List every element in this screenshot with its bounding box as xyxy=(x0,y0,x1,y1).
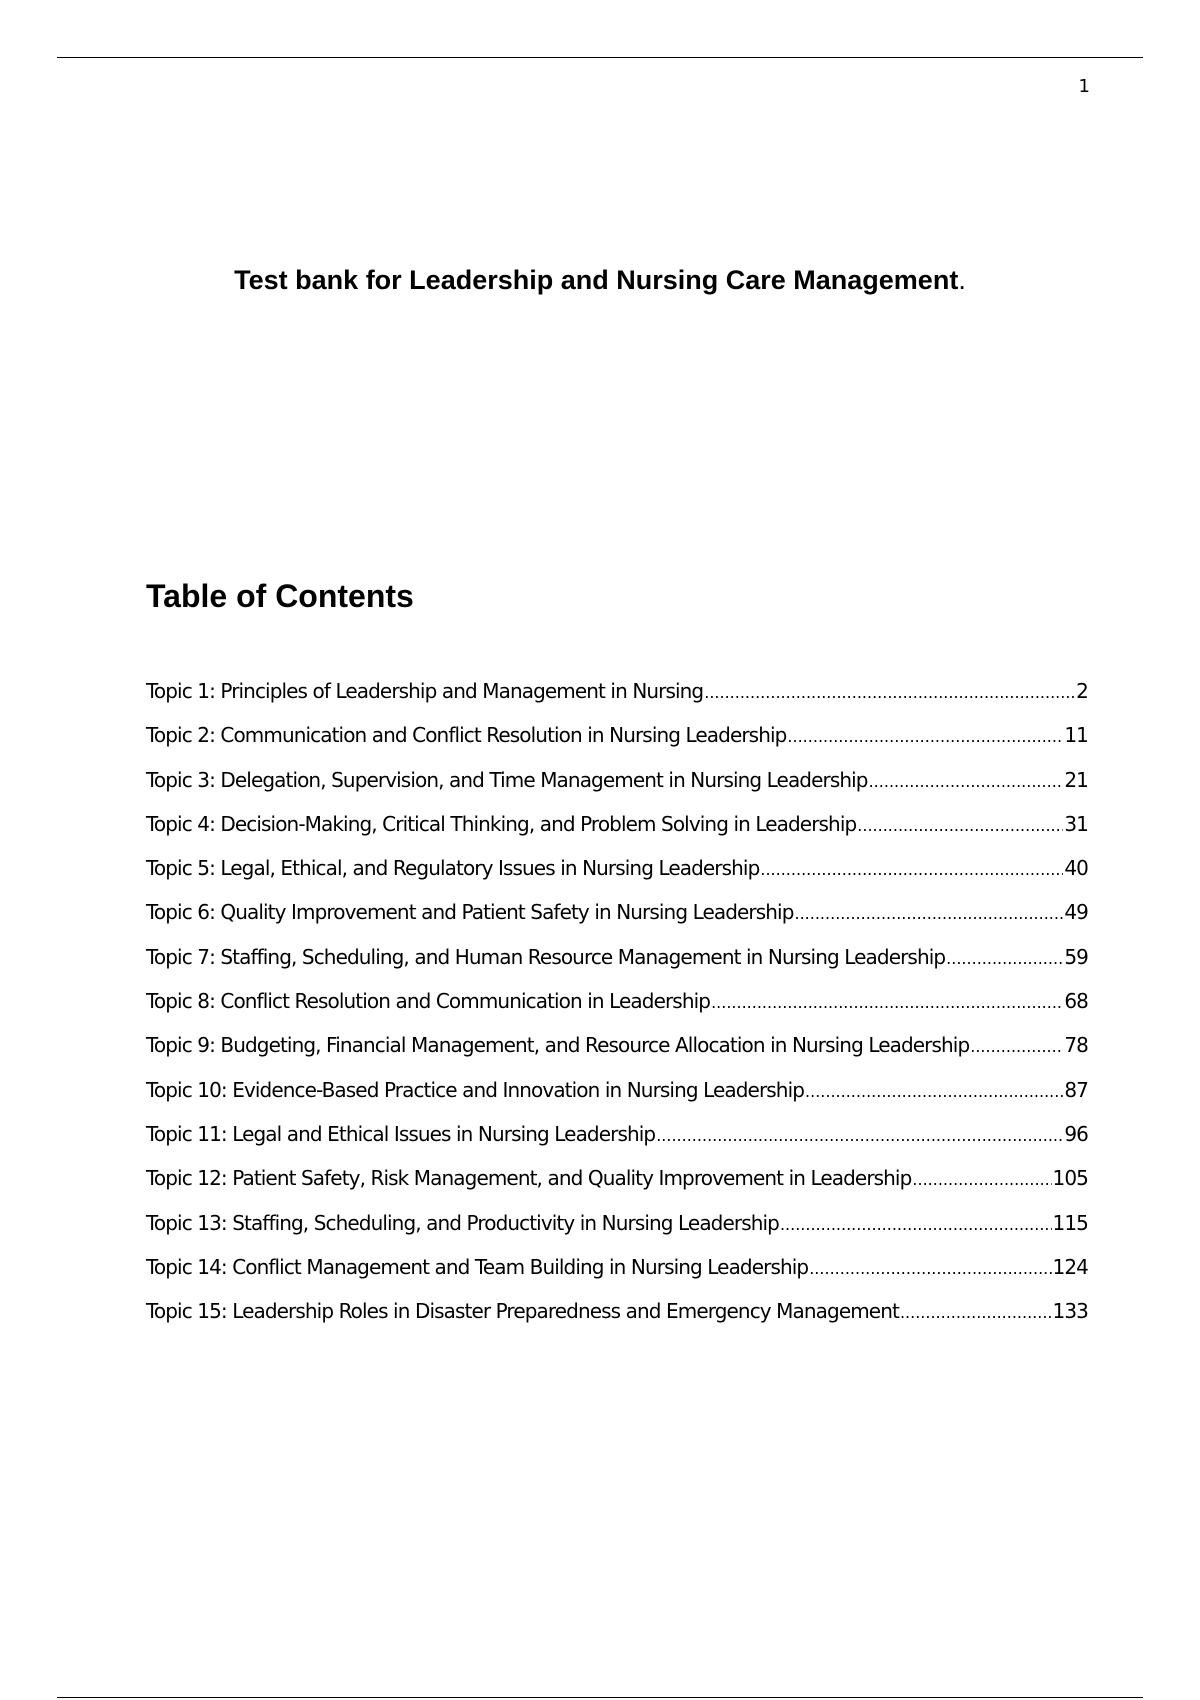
toc-entry-label: Topic 3: Delegation, Supervision, and Time Management in Nursing Leadership xyxy=(146,767,868,792)
toc-entry-label: Topic 1: Principles of Leadership and Management in Nursing xyxy=(146,679,704,703)
toc-entry-page: 124 xyxy=(1052,1254,1088,1279)
toc-entry[interactable] xyxy=(146,989,1088,1033)
toc-entry[interactable] xyxy=(146,1033,1088,1077)
toc-entry-page: 133 xyxy=(1052,1299,1088,1324)
toc-entry[interactable] xyxy=(146,1211,1088,1255)
toc-entry-leader xyxy=(795,904,1064,923)
toc-entry-label: Topic 12: Patient Safety, Risk Management, and Quality Improvement in Leadership xyxy=(146,1166,912,1191)
toc-entry[interactable] xyxy=(146,1078,1088,1122)
toc-entry[interactable] xyxy=(146,945,1088,989)
toc-entry-leader xyxy=(780,1215,1052,1234)
toc-entry-leader xyxy=(857,816,1063,835)
toc-entry-leader xyxy=(970,1037,1063,1056)
toc-entry-leader xyxy=(760,860,1063,879)
toc-entry-leader xyxy=(704,683,1075,702)
toc-entry-page: 96 xyxy=(1064,1121,1088,1146)
document-title-text: Test bank for Leadership and Nursing Care Management xyxy=(234,265,959,295)
toc-entry-page: 11 xyxy=(1064,723,1088,748)
toc-entry-label: Topic 4: Decision-Making, Critical Thinking, and Problem Solving in Leadership xyxy=(146,811,857,836)
toc-entry-page: 68 xyxy=(1064,989,1088,1014)
toc-entry-label: Topic 7: Staffing, Scheduling, and Human Resource Management in Nursing Leadership xyxy=(146,944,946,969)
toc-entry[interactable] xyxy=(146,1299,1088,1343)
toc-entry[interactable] xyxy=(146,856,1088,900)
toc-heading: Table of Contents xyxy=(146,578,414,614)
toc-entry[interactable] xyxy=(146,723,1088,767)
toc-entry-label: Topic 13: Staffing, Scheduling, and Productivity in Nursing Leadership xyxy=(146,1210,779,1235)
toc-entry[interactable] xyxy=(146,1255,1088,1299)
toc-entry-leader xyxy=(805,1082,1063,1101)
toc-entry[interactable] xyxy=(146,768,1088,812)
toc-entry-page: 49 xyxy=(1064,900,1088,925)
page-number: 1 xyxy=(1078,76,1090,97)
toc-entry-label: Topic 8: Conflict Resolution and Communication in Leadership xyxy=(146,989,711,1014)
header-rule xyxy=(57,57,1143,58)
toc-entry-leader xyxy=(711,993,1063,1012)
toc-entry-leader xyxy=(869,772,1064,791)
toc-entry-page: 2 xyxy=(1076,679,1088,703)
toc-entry-page: 105 xyxy=(1052,1166,1088,1191)
toc-list xyxy=(146,679,1088,1343)
document-title-period: . xyxy=(958,265,966,295)
toc-entry-page: 21 xyxy=(1064,767,1088,792)
document-title xyxy=(0,265,1200,296)
toc-entry-leader xyxy=(900,1303,1052,1322)
toc-entry[interactable] xyxy=(146,679,1088,723)
footer-rule xyxy=(57,1697,1143,1698)
toc-entry-label: Topic 11: Legal and Ethical Issues in Nursing Leadership xyxy=(146,1121,656,1146)
toc-entry[interactable] xyxy=(146,812,1088,856)
toc-entry-page: 40 xyxy=(1064,856,1088,881)
toc-entry-leader xyxy=(656,1126,1063,1145)
toc-entry[interactable] xyxy=(146,1166,1088,1210)
toc-entry-label: Topic 6: Quality Improvement and Patient Safety in Nursing Leadership xyxy=(146,900,794,925)
toc-entry-label: Topic 10: Evidence-Based Practice and Innovation in Nursing Leadership xyxy=(146,1077,805,1102)
toc-entry-page: 87 xyxy=(1064,1077,1088,1102)
toc-entry-leader xyxy=(809,1259,1051,1278)
toc-entry-label: Topic 14: Conflict Management and Team Building in Nursing Leadership xyxy=(146,1254,809,1279)
toc-entry-page: 59 xyxy=(1064,944,1088,969)
toc-entry-page: 78 xyxy=(1064,1033,1088,1058)
toc-entry-page: 115 xyxy=(1052,1210,1088,1235)
toc-entry-leader xyxy=(912,1170,1051,1189)
toc-entry[interactable] xyxy=(146,900,1088,944)
toc-entry-leader xyxy=(787,727,1063,746)
toc-entry[interactable] xyxy=(146,1122,1088,1166)
toc-entry-label: Topic 15: Leadership Roles in Disaster Preparedness and Emergency Management xyxy=(146,1299,899,1324)
toc-entry-label: Topic 9: Budgeting, Financial Management, and Resource Allocation in Nursing Leadership xyxy=(146,1033,970,1058)
toc-entry-label: Topic 5: Legal, Ethical, and Regulatory Issues in Nursing Leadership xyxy=(146,856,760,881)
toc-entry-label: Topic 2: Communication and Conflict Resolution in Nursing Leadership xyxy=(146,723,787,748)
toc-entry-leader xyxy=(946,949,1063,968)
toc-entry-page: 31 xyxy=(1064,811,1088,836)
